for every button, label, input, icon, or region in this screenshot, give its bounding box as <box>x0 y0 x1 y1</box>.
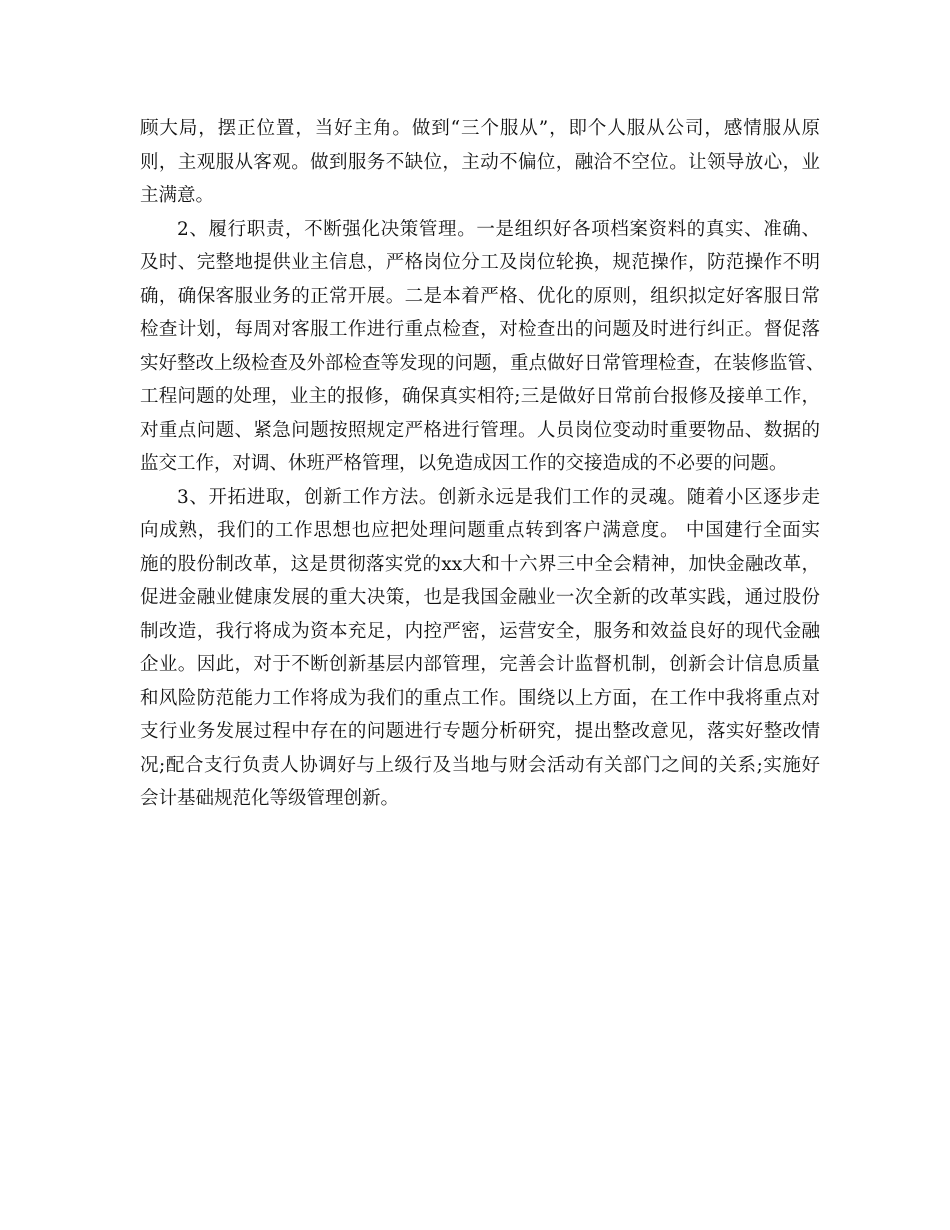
text-line: 施的股份制改革，这是贯彻落实党的xx大和十六界三中全会精神，加快金融改革， <box>140 553 820 575</box>
text-line: 主满意。 <box>140 185 215 206</box>
paragraph-item-2 <box>140 213 825 481</box>
document-body <box>140 112 825 816</box>
text-line: 实好整改上级检查及外部检查等发现的问题，重点做好日常管理检查，在装修监管、 <box>140 352 825 374</box>
text-line: 支行业务发展过程中存在的问题进行专题分析研究，提出整改意见，落实好整改情 <box>140 721 820 742</box>
paragraph-continuation <box>140 112 820 213</box>
text-line: 会计基础规范化等级管理创新。 <box>140 788 400 809</box>
text-line: 制改造，我行将成为资本充足，内控严密，运营安全，服务和效益良好的现代金融 <box>140 620 820 642</box>
text-line: 确，确保客服业务的正常开展。二是本着严格、优化的原则，组织拟定好客服日常 <box>140 285 820 307</box>
text-line: 促进金融业健康发展的重大决策，也是我国金融业一次全新的改革实践，通过股份 <box>140 587 820 608</box>
text-line: 工程问题的处理，业主的报修，确保真实相符;三是做好日常前台报修及接单工作， <box>140 386 820 407</box>
text-line: 则，主观服从客观。做到服务不缺位，主动不偏位，融洽不空位。让领导放心，业 <box>140 151 820 173</box>
text-line: 企业。因此，对于不断创新基层内部管理，完善会计监督机制，创新会计信息质量 <box>140 654 820 675</box>
text-line: 向成熟，我们的工作思想也应把处理问题重点转到客户满意度。 中国建行全面实 <box>140 520 820 541</box>
text-line: 监交工作，对调、休班严格管理，以免造成因工作的交接造成的不必要的问题。 <box>140 453 788 474</box>
text-line: 检查计划，每周对客服工作进行重点检查，对检查出的问题及时进行纠正。督促落 <box>140 319 820 340</box>
paragraph-item-3 <box>140 481 820 816</box>
text-line: 况;配合支行负责人协调好与上级行及当地与财会活动有关部门之间的关系;实施好 <box>140 754 820 776</box>
text-line: 3、开拓进取，创新工作方法。创新永远是我们工作的灵魂。随着小区逐步走 <box>177 486 820 508</box>
text-line: 2、履行职责，不断强化决策管理。一是组织好各项档案资料的真实、准确、 <box>177 218 820 240</box>
text-line: 和风险防范能力工作将成为我们的重点工作。围绕以上方面，在工作中我将重点对 <box>140 687 820 709</box>
text-line: 顾大局，摆正位置，当好主角。做到“三个服从”，即个人服从公司，感情服从原 <box>140 118 820 139</box>
text-line: 及时、完整地提供业主信息，严格岗位分工及岗位轮换，规范操作，防范操作不明 <box>140 252 820 273</box>
text-line: 对重点问题、紧急问题按照规定严格进行管理。人员岗位变动时重要物品、数据的 <box>140 419 820 441</box>
